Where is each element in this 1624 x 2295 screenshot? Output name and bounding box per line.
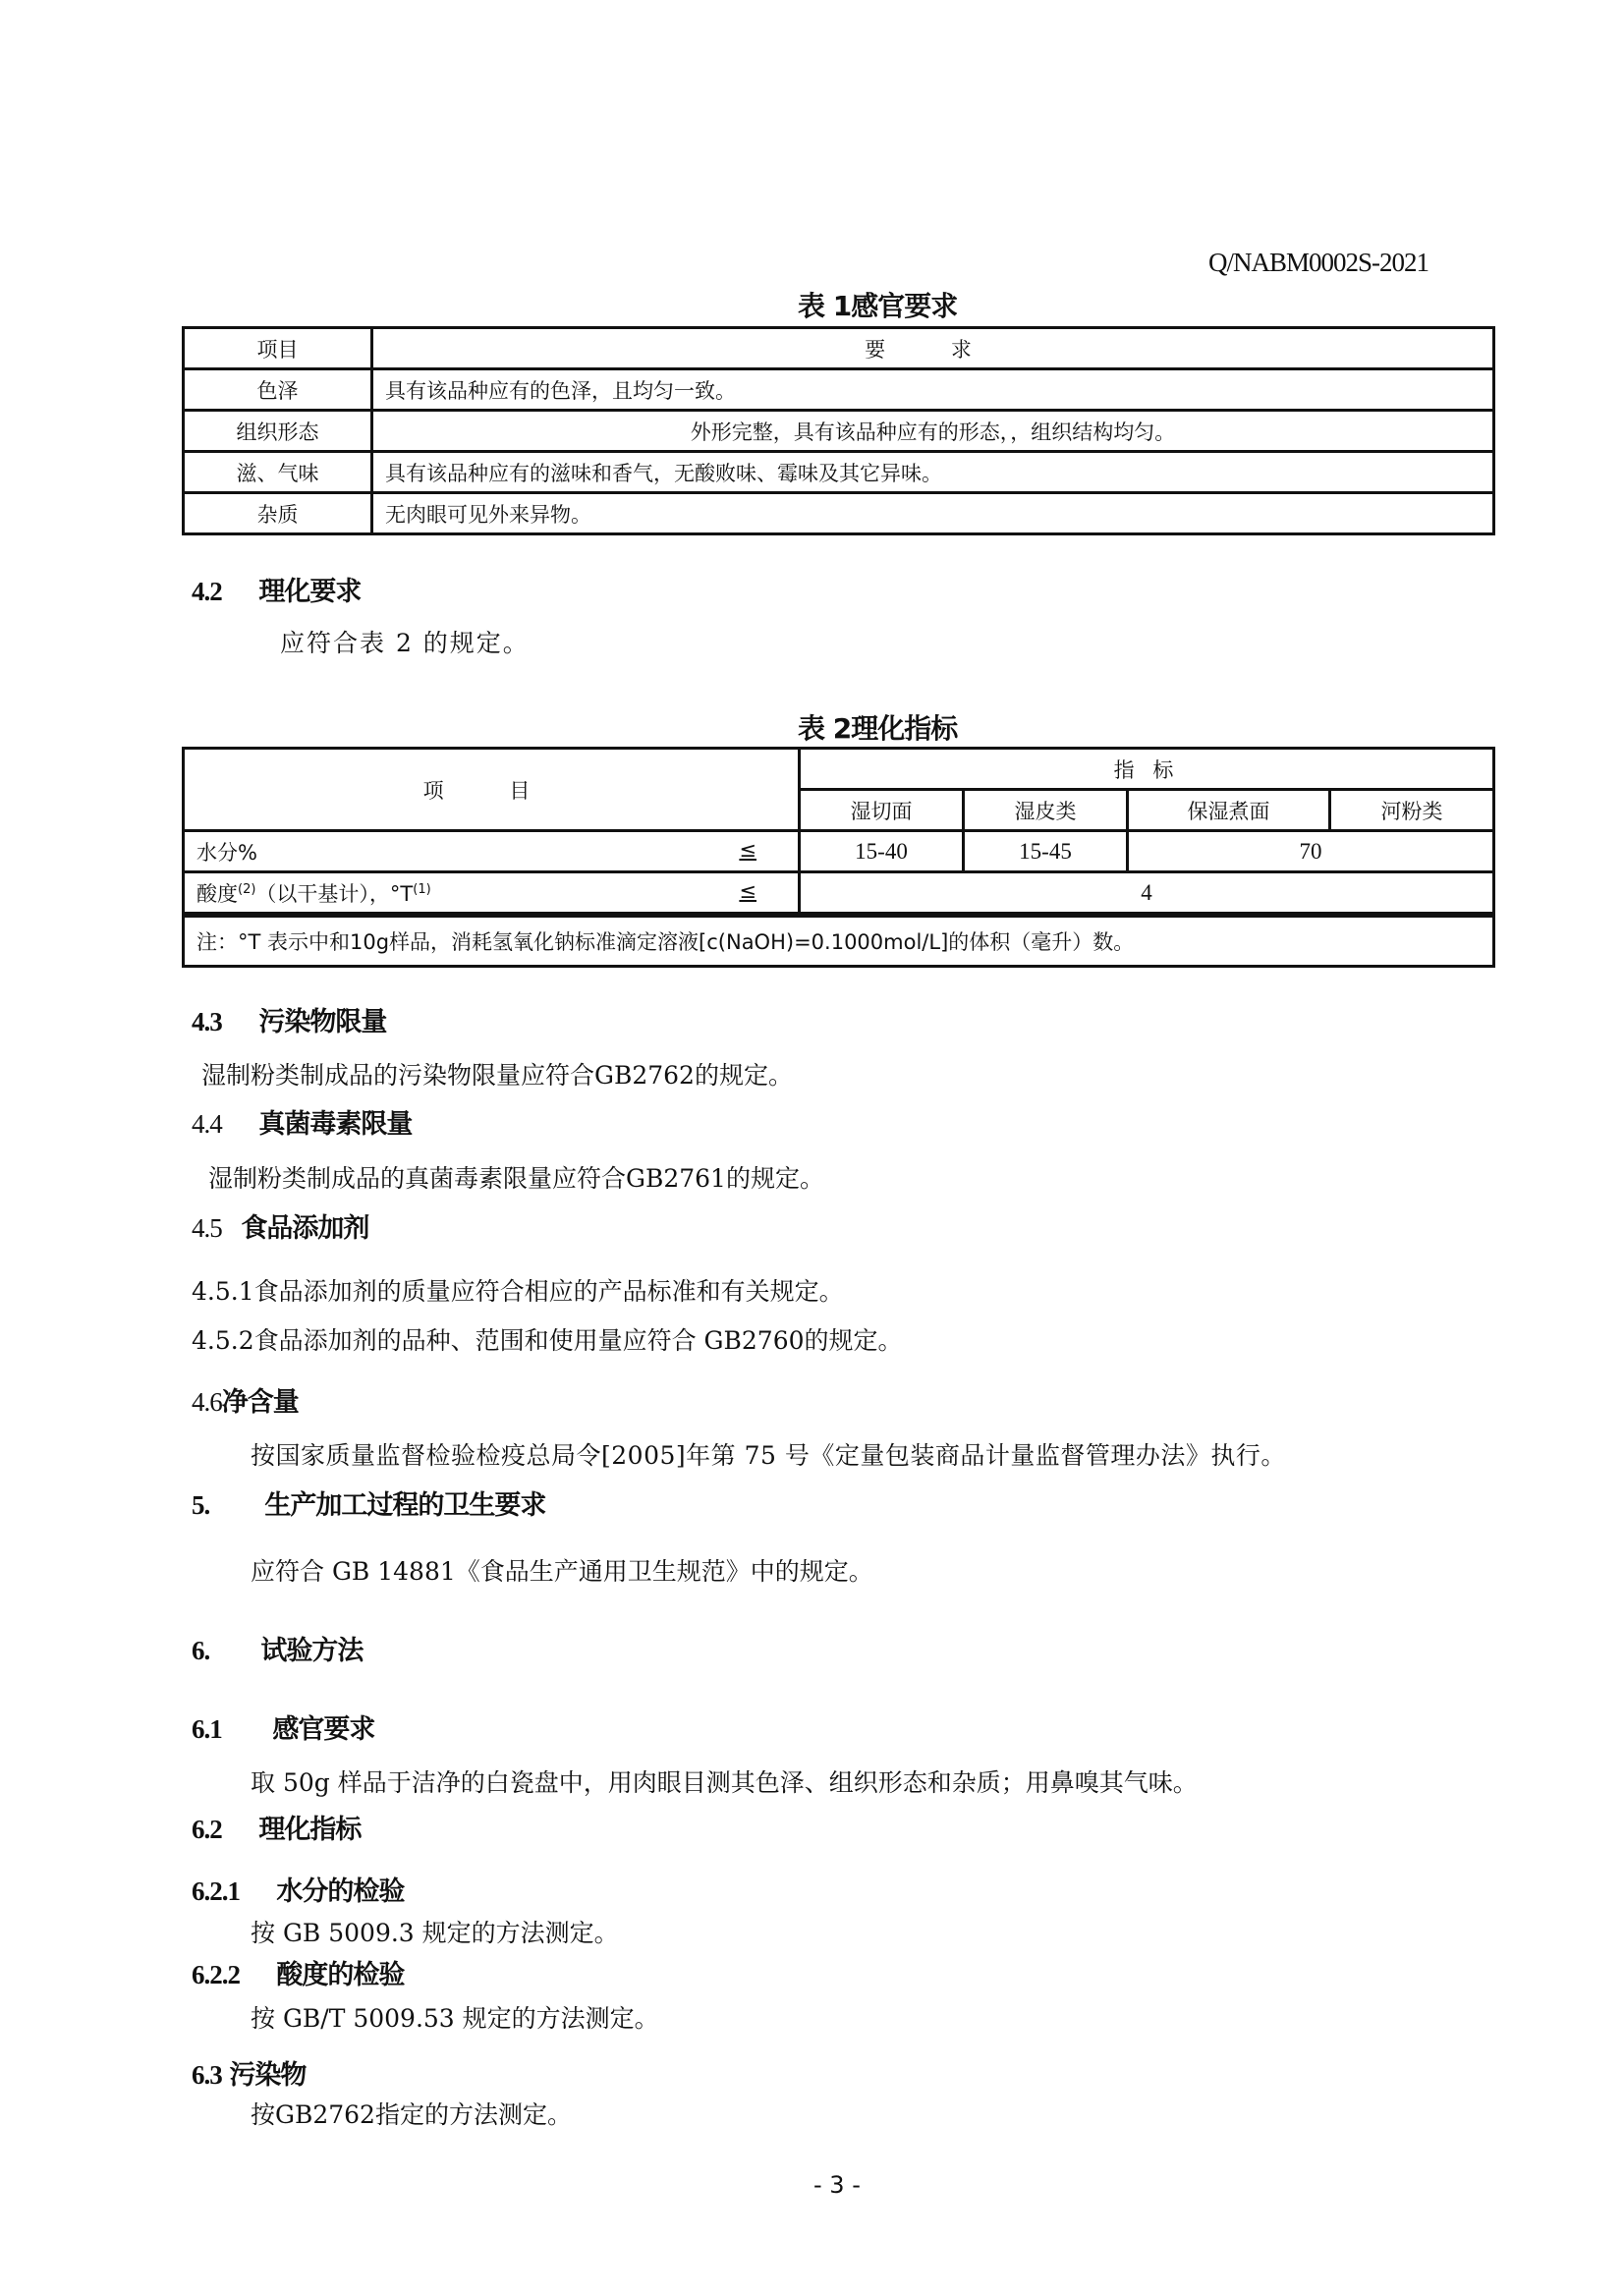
row-operator: ≤	[739, 879, 756, 903]
row-requirement: 具有该品种应有的滋味和香气，无酸败味、霉味及其它异味。	[372, 452, 1494, 493]
section-number: 4.6	[192, 1387, 222, 1417]
header-index: 指 标	[800, 749, 1494, 790]
value-cell: 4	[800, 872, 1494, 916]
footnote-ref: (2)	[238, 881, 256, 897]
header-item: 项目	[184, 328, 372, 369]
row-requirement: 外形完整，具有该品种应有的形态，，组织结构均匀。	[372, 411, 1494, 452]
section-6-2-heading	[192, 1808, 361, 1846]
section-6-1-heading	[192, 1707, 374, 1746]
row-operator: ≤	[739, 838, 756, 862]
section-4-5-2: 4.5.2食品添加剂的品种、范围和使用量应符合 GB2760的规定。	[192, 1326, 903, 1355]
section-number: 4.3	[192, 1007, 222, 1036]
subheader-moist-boiled-noodle: 保湿煮面	[1128, 790, 1330, 831]
row-item: 滋、气味	[184, 452, 372, 493]
row-item-label: 酸度	[196, 881, 238, 906]
value-cell: 70	[1128, 831, 1494, 872]
section-number: 6.1	[192, 1714, 222, 1744]
section-title: 污染物	[229, 2060, 307, 2091]
section-6-2-1-heading	[192, 1870, 404, 1908]
section-number: 4.4	[192, 1109, 222, 1139]
section-4-2-body: 应符合表 2 的规定。	[280, 629, 530, 657]
section-4-5-heading	[192, 1206, 368, 1245]
section-number: 4.5	[192, 1213, 222, 1243]
section-title: 净含量	[221, 1387, 299, 1418]
section-4-5-1: 4.5.1食品添加剂的质量应符合相应的产品标准和有关规定。	[192, 1277, 844, 1306]
physicochemical-indicators-table	[182, 747, 1495, 968]
section-title: 酸度的检验	[276, 1960, 405, 1990]
row-item	[184, 831, 800, 872]
table-row	[184, 872, 1494, 916]
section-6-heading	[192, 1629, 363, 1667]
row-requirement: 无肉眼可见外来异物。	[372, 493, 1494, 534]
row-item: 杂质	[184, 493, 372, 534]
section-6-2-1-body: 按 GB 5009.3 规定的方法测定。	[251, 1919, 619, 1947]
section-6-3-body: 按GB2762指定的方法测定。	[251, 2100, 572, 2129]
header-requirement: 要 求	[372, 328, 1494, 369]
section-4-4-heading	[192, 1102, 412, 1141]
section-5-heading	[192, 1483, 545, 1522]
section-4-2-heading	[192, 570, 361, 608]
subheader-wet-wrapper: 湿皮类	[964, 790, 1128, 831]
row-item-qualifier: （以干基计），°T	[255, 881, 414, 906]
table-row	[184, 369, 1494, 411]
table-row	[184, 411, 1494, 452]
section-6-2-2-heading	[192, 1953, 404, 1991]
document-number: Q/NABM0002S-2021	[1208, 248, 1429, 277]
value-cell: 15-45	[964, 831, 1128, 872]
section-number: 4.2	[192, 577, 222, 606]
section-title: 理化指标	[258, 1815, 362, 1845]
table-row	[184, 493, 1494, 534]
section-4-3-heading	[192, 1000, 386, 1038]
section-title: 感官要求	[272, 1714, 375, 1745]
section-number: 6.2.2	[192, 1960, 240, 1989]
section-4-6-body: 按国家质量监督检验检疫总局令[2005]年第 75 号《定量包装商品计量监督管理办法》执行。	[251, 1441, 1286, 1470]
table-row	[184, 452, 1494, 493]
row-item: 色泽	[184, 369, 372, 411]
row-requirement: 具有该品种应有的色泽，且均匀一致。	[372, 369, 1494, 411]
section-6-3-heading	[192, 2053, 306, 2092]
section-number: 5.	[192, 1490, 210, 1520]
table2-caption: 表 2理化指标	[798, 712, 958, 745]
section-number: 6.	[192, 1636, 210, 1665]
section-4-6-heading	[192, 1380, 299, 1419]
section-title: 理化要求	[258, 577, 362, 607]
section-title: 水分的检验	[276, 1876, 405, 1907]
page-number: - 3 -	[813, 2171, 861, 2199]
section-4-3-body: 湿制粉类制成品的污染物限量应符合GB2762的规定。	[201, 1061, 793, 1090]
section-title: 生产加工过程的卫生要求	[264, 1490, 546, 1521]
section-6-1-body: 取 50g 样品于洁净的白瓷盘中，用肉眼目测其色泽、组织形态和杂质；用鼻嗅其气味。	[251, 1768, 1198, 1797]
subheader-wet-cut-noodle: 湿切面	[800, 790, 964, 831]
header-item: 项 目	[184, 749, 800, 831]
section-number: 6.2	[192, 1815, 222, 1844]
section-4-4-body: 湿制粉类制成品的真菌毒素限量应符合GB2761的规定。	[208, 1164, 824, 1193]
section-number: 6.3	[192, 2060, 222, 2090]
table-row	[184, 831, 1494, 872]
sensory-requirements-table	[182, 326, 1495, 535]
section-title: 试验方法	[260, 1636, 364, 1666]
table1-caption: 表 1感官要求	[798, 290, 958, 322]
row-item-label: 水分%	[196, 840, 257, 865]
table-header-row	[184, 328, 1494, 369]
row-item: 组织形态	[184, 411, 372, 452]
section-number: 6.2.1	[192, 1876, 240, 1906]
row-item	[184, 872, 800, 916]
subheader-rice-noodle: 河粉类	[1329, 790, 1493, 831]
section-title: 污染物限量	[258, 1007, 387, 1037]
table-note: 注：°T 表示中和10g样品，消耗氢氧化钠标准滴定溶液[c(NaOH)=0.1000mol/L]的体积（毫升）数。	[184, 915, 1494, 967]
value-cell: 15-40	[800, 831, 964, 872]
footnote-ref: (1)	[413, 881, 431, 897]
section-5-body: 应符合 GB 14881《食品生产通用卫生规范》中的规定。	[251, 1557, 873, 1586]
section-6-2-2-body: 按 GB/T 5009.53 规定的方法测定。	[251, 2004, 659, 2033]
section-title: 真菌毒素限量	[258, 1109, 413, 1140]
section-title: 食品添加剂	[241, 1213, 369, 1244]
